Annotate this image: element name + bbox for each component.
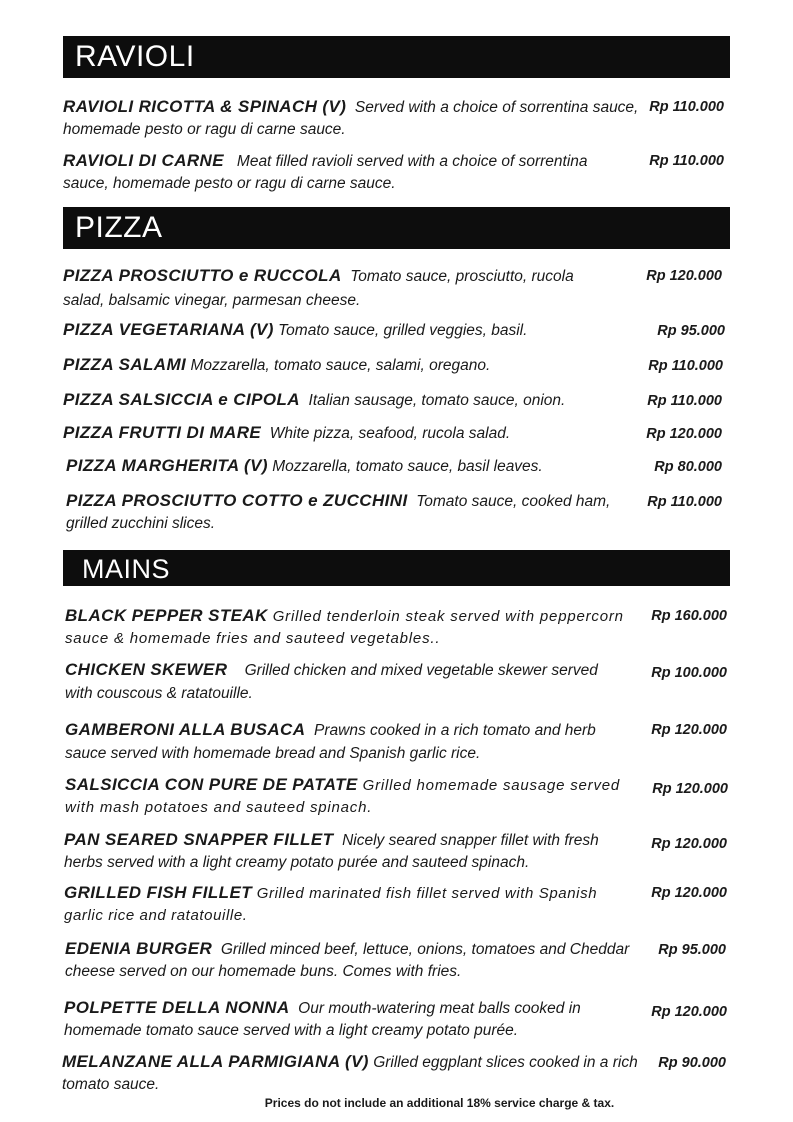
item-price: Rp 95.000 — [657, 323, 725, 339]
item-name: EDENIA BURGER — [65, 939, 213, 958]
item-description: Tomato sauce, cooked ham, grilled zucchini slices. — [66, 493, 611, 532]
item-name: RAVIOLI DI CARNE — [63, 151, 224, 170]
section-header-ravioli: RAVIOLI — [63, 36, 730, 78]
menu-item — [66, 490, 626, 535]
item-name: RAVIOLI RICOTTA & SPINACH (V) — [63, 97, 347, 116]
item-name: MELANZANE ALLA PARMIGIANA (V) — [62, 1052, 369, 1071]
item-description: Grilled eggplant slices cooked in a rich tomato sauce. — [62, 1054, 638, 1093]
menu-item — [65, 718, 615, 765]
item-price: Rp 120.000 — [646, 426, 722, 442]
menu-item — [64, 829, 624, 874]
menu-item — [65, 774, 630, 819]
menu-item — [62, 1051, 647, 1096]
item-name: PIZZA MARGHERITA (V) — [66, 456, 268, 475]
item-price: Rp 120.000 — [652, 781, 728, 797]
footer-text: Prices do not include an additional 18% service charge & tax. — [264, 1096, 615, 1110]
item-description: Nicely seared snapper fillet with fresh herbs served with a light creamy potato purée and sauteed spinach. — [64, 832, 599, 871]
menu-item — [66, 455, 646, 478]
section-header-mains: MAINS — [63, 550, 730, 586]
item-description: White pizza, seafood, rucola salad. — [269, 425, 511, 442]
menu-item — [64, 997, 624, 1042]
item-description: Our mouth-watering meat balls cooked in homemade tomato sauce served with a light creamy potato purée. — [64, 1000, 581, 1039]
item-description: Tomato sauce, prosciutto, rucola salad, balsamic vinegar, parmesan cheese. — [63, 268, 574, 309]
item-price: Rp 120.000 — [651, 836, 727, 852]
item-price: Rp 110.000 — [647, 393, 722, 409]
menu-item — [63, 319, 643, 342]
menu-item — [63, 389, 643, 412]
item-description: Served with a choice of sorrentina sauce, homemade pesto or ragu di carne sauce. — [63, 99, 639, 138]
menu-item — [63, 422, 643, 445]
item-name: PIZZA SALAMI — [63, 355, 187, 374]
menu-item — [63, 264, 603, 313]
item-name: PIZZA PROSCIUTTO COTTO e ZUCCHINI — [66, 491, 408, 510]
item-price: Rp 120.000 — [651, 722, 727, 738]
menu-item — [63, 354, 643, 377]
item-name: POLPETTE DELLA NONNA — [64, 998, 290, 1017]
menu-item — [63, 96, 643, 141]
item-price: Rp 110.000 — [647, 494, 722, 510]
item-description: Grilled minced beef, lettuce, onions, tomatoes and Cheddar cheese served on our homemade buns. Comes with fries. — [65, 941, 630, 980]
item-price: Rp 120.000 — [651, 885, 727, 901]
item-description: Prawns cooked in a rich tomato and herb sauce served with homemade bread and Spanish garlic rice. — [65, 722, 596, 762]
menu-item — [64, 882, 609, 927]
item-name: PIZZA FRUTTI DI MARE — [63, 423, 262, 442]
item-name: CHICKEN SKEWER — [65, 660, 228, 679]
item-description: Grilled tenderloin steak served with peppercorn sauce & homemade fries and sauteed vegetables.. — [65, 608, 624, 647]
item-description: Italian sausage, tomato sauce, onion. — [308, 392, 566, 409]
item-name: BLACK PEPPER STEAK — [65, 606, 268, 625]
item-price: Rp 80.000 — [654, 459, 722, 475]
item-name: PIZZA VEGETARIANA (V) — [63, 320, 274, 339]
item-description: Grilled homemade sausage served with mash potatoes and sauteed spinach. — [65, 777, 621, 816]
item-price: Rp 110.000 — [649, 153, 724, 169]
item-name: PAN SEARED SNAPPER FILLET — [64, 830, 334, 849]
item-price: Rp 90.000 — [658, 1055, 726, 1071]
item-name: PIZZA SALSICCIA e CIPOLA — [63, 390, 300, 409]
item-name: SALSICCIA CON PURE DE PATATE — [65, 775, 358, 794]
service-charge-note — [0, 1096, 793, 1110]
item-description: Mozzarella, tomato sauce, salami, oregano. — [190, 357, 491, 374]
section-header-pizza: PIZZA — [63, 207, 730, 249]
item-price: Rp 95.000 — [658, 942, 726, 958]
item-price: Rp 160.000 — [651, 608, 727, 624]
item-description: Grilled marinated fish fillet served with Spanish garlic rice and ratatouille. — [64, 885, 598, 924]
item-name: GAMBERONI ALLA BUSACA — [65, 720, 306, 739]
item-name: GRILLED FISH FILLET — [64, 883, 252, 902]
item-price: Rp 110.000 — [649, 99, 724, 115]
item-description: Grilled chicken and mixed vegetable skewer served with couscous & ratatouille. — [65, 662, 598, 702]
item-price: Rp 120.000 — [646, 268, 722, 284]
item-description: Meat filled ravioli served with a choice of sorrentina sauce, homemade pesto or ragu di carne sauce. — [63, 153, 588, 192]
menu-item — [65, 605, 630, 650]
item-description: Tomato sauce, grilled veggies, basil. — [278, 322, 528, 339]
menu-item — [65, 938, 630, 983]
item-price: Rp 120.000 — [651, 1004, 727, 1020]
menu-item — [63, 150, 623, 195]
item-price: Rp 100.000 — [651, 665, 727, 681]
item-description: Mozzarella, tomato sauce, basil leaves. — [272, 458, 543, 475]
item-name: PIZZA PROSCIUTTO e RUCCOLA — [63, 266, 342, 285]
item-price: Rp 110.000 — [648, 358, 723, 374]
menu-item — [65, 658, 610, 705]
